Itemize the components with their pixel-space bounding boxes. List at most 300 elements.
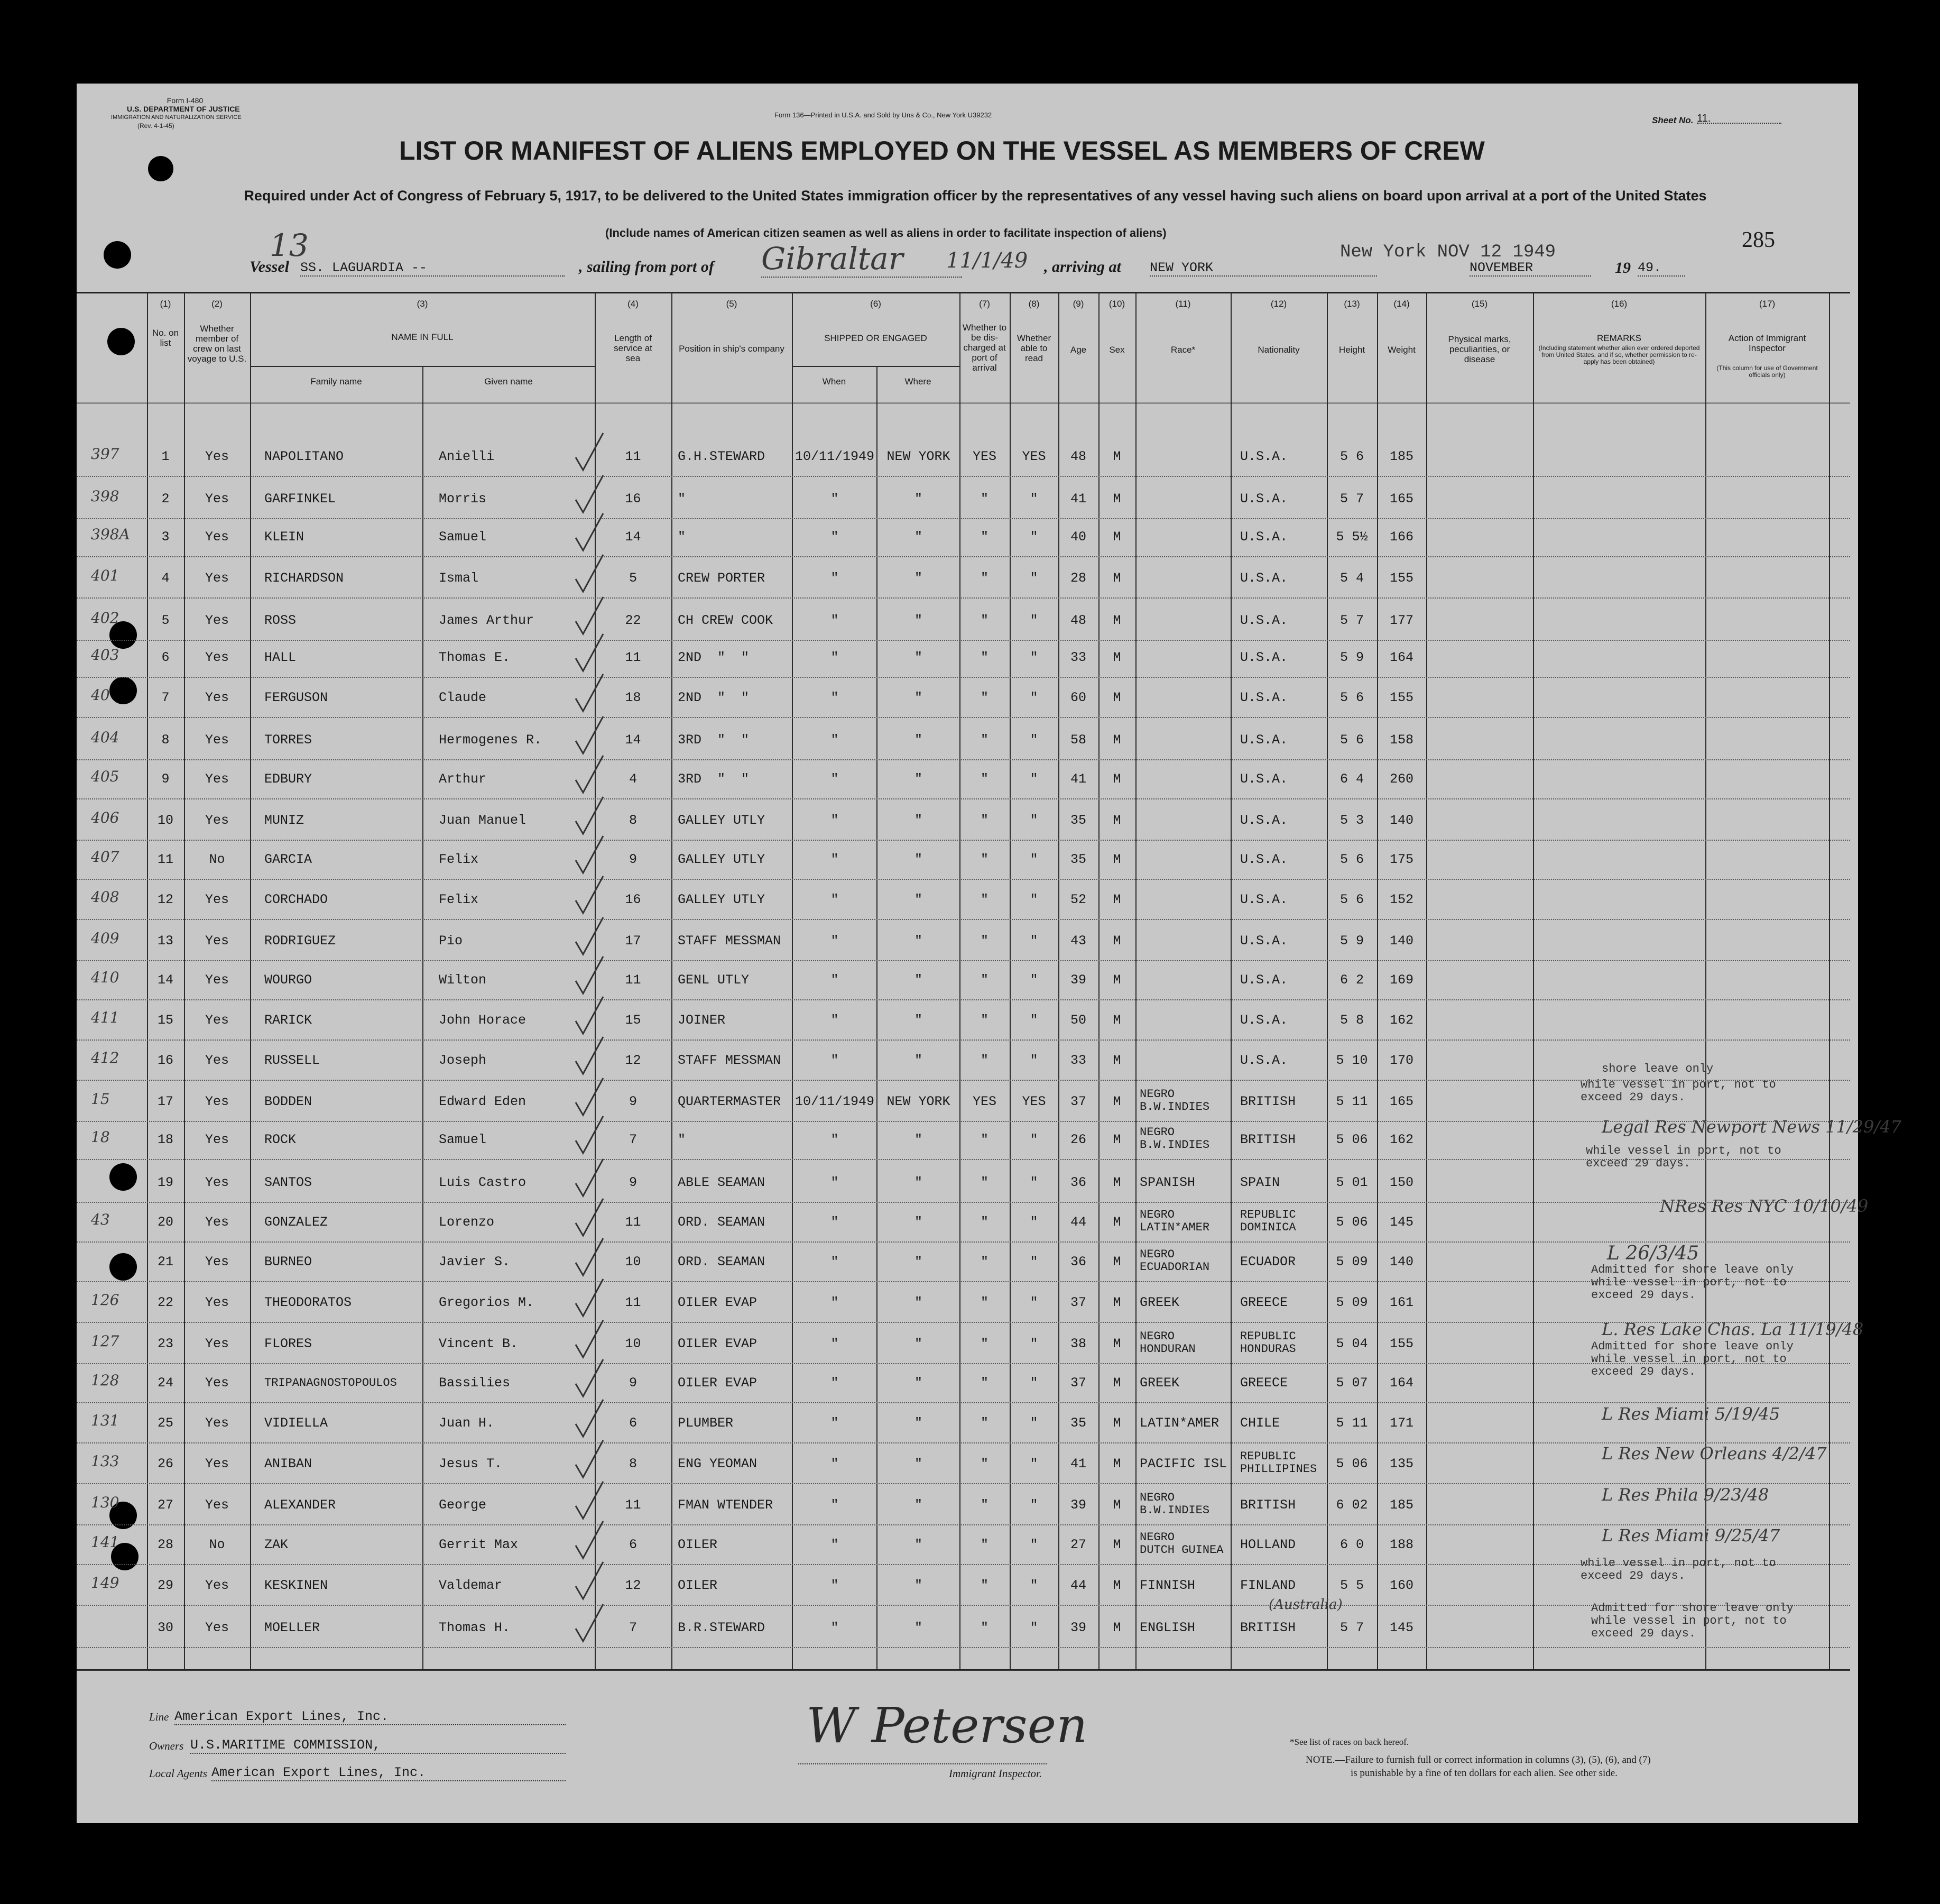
row-number: 29: [157, 1578, 173, 1593]
nationality: U.S.A.: [1240, 1013, 1288, 1028]
shipped-where: ": [914, 1053, 922, 1068]
shipped-when: ": [830, 650, 839, 665]
weight: 140: [1389, 933, 1414, 949]
col-label-5: Position in ship's company: [679, 344, 784, 354]
row-rule: [77, 1363, 1850, 1364]
nationality: CHILE: [1240, 1415, 1280, 1431]
discharged: ": [980, 1254, 989, 1270]
col-num-1: (1): [160, 299, 171, 309]
weight: 162: [1389, 1132, 1414, 1147]
punch-hole: [109, 677, 137, 704]
family-name: RODRIGUEZ: [264, 933, 336, 949]
height: 5 06: [1336, 1215, 1368, 1230]
family-name: TORRES: [264, 732, 312, 748]
sex: M: [1113, 613, 1121, 628]
discharged: ": [980, 491, 989, 507]
family-name: GARCIA: [264, 852, 312, 867]
discharged: ": [980, 1175, 989, 1190]
row-number: 17: [157, 1094, 173, 1109]
able-to-read: ": [1030, 1415, 1038, 1431]
sex: M: [1113, 1415, 1121, 1431]
prev-voyage: Yes: [205, 650, 229, 665]
table-top-rule: [77, 292, 1850, 293]
service-length: 11: [625, 1295, 641, 1310]
action-row-25: L Res Miami 5/19/45: [1602, 1404, 1780, 1424]
sex: M: [1113, 1497, 1121, 1513]
sex: M: [1113, 1132, 1121, 1147]
shipped-when: ": [830, 1215, 839, 1230]
service-length: 6: [629, 1537, 637, 1552]
given-name: Jesus T.: [439, 1456, 503, 1471]
inspector-label: Immigrant Inspector.: [949, 1767, 1042, 1780]
able-to-read: ": [1030, 1254, 1038, 1270]
table-bottom-rule: [77, 1669, 1850, 1671]
subtitle: Required under Act of Congress of February 5, 1917, to be delivered to the United States immigration officer by the representatives of any vessel having such aliens on board upon arrival at a port of the United States: [244, 188, 1707, 204]
nationality: U.S.A.: [1240, 771, 1288, 787]
service-length: 11: [625, 1215, 641, 1230]
service-length: 11: [625, 1497, 641, 1513]
row-number: 2: [161, 491, 170, 507]
family-name: ROSS: [264, 613, 297, 628]
row-rule: [77, 640, 1850, 641]
service-length: 9: [629, 1094, 637, 1109]
service-length: 5: [629, 571, 637, 586]
able-to-read: ": [1030, 892, 1038, 907]
discharged: ": [980, 1053, 989, 1068]
nationality: BRITISH: [1240, 1497, 1296, 1513]
col-label-14: Weight: [1388, 345, 1416, 355]
hand-list-number: 404: [91, 729, 119, 746]
sailing-label: , sailing from port of: [579, 258, 714, 275]
check-mark-icon: [574, 1157, 605, 1202]
sheet-number: 11.: [1697, 114, 1781, 124]
family-name: GARFINKEL: [264, 491, 336, 507]
sex: M: [1113, 1254, 1121, 1270]
height: 5 6: [1339, 690, 1364, 705]
shipped-where: ": [914, 1497, 922, 1513]
row-rule: [77, 1121, 1850, 1122]
height: 6 02: [1336, 1497, 1368, 1513]
col-num-9: (9): [1073, 299, 1084, 309]
service-length: 11: [625, 650, 641, 665]
nationality: U.S.A.: [1240, 852, 1288, 867]
service-length: 12: [625, 1578, 641, 1593]
race: NEGRO B.W.INDIES: [1140, 1126, 1210, 1152]
remark-row-29: while vessel in port, not to exceed 29 days.: [1581, 1557, 1776, 1583]
discharged: ": [980, 1375, 989, 1391]
age: 39: [1070, 1620, 1086, 1635]
row-number: 9: [161, 771, 170, 787]
service-length: 17: [625, 933, 641, 949]
prev-voyage: Yes: [205, 491, 229, 507]
check-mark-icon: [574, 1357, 605, 1402]
position: STAFF MESSMAN: [678, 933, 781, 949]
prev-voyage: Yes: [205, 1456, 229, 1471]
able-to-read: ": [1030, 1336, 1038, 1351]
prev-voyage: Yes: [205, 1415, 229, 1431]
height: 5 5: [1339, 1578, 1364, 1593]
position: OILER EVAP: [678, 1336, 757, 1351]
page-number: 285: [1742, 228, 1775, 252]
year-prefix: 19: [1615, 259, 1631, 277]
action-row-27: L Res Phila 9/23/48: [1602, 1485, 1769, 1505]
prev-voyage: Yes: [205, 1094, 229, 1109]
age: 35: [1070, 1415, 1086, 1431]
when-header: When: [822, 376, 846, 387]
row-rule: [77, 1322, 1850, 1323]
shipped-when: ": [830, 529, 839, 545]
row-number: 13: [157, 933, 173, 949]
shipped-where: ": [914, 1578, 922, 1593]
shipped-where: ": [914, 852, 922, 867]
row-number: 7: [161, 690, 170, 705]
position: CH CREW COOK: [678, 613, 773, 628]
prev-voyage: Yes: [205, 449, 229, 464]
age: 37: [1070, 1295, 1086, 1310]
hand-list-number: 403: [91, 646, 119, 664]
given-name: Anielli: [439, 449, 495, 464]
row-rule: [77, 1605, 1850, 1606]
service: IMMIGRATION AND NATURALIZATION SERVICE: [111, 114, 242, 121]
nationality: U.S.A.: [1240, 892, 1288, 907]
discharged: ": [980, 933, 989, 949]
able-to-read: ": [1030, 1578, 1038, 1593]
discharged: ": [980, 1620, 989, 1635]
action-note: (This column for use of Government officials only): [1716, 364, 1818, 379]
row-rule: [77, 677, 1850, 678]
discharged: YES: [972, 449, 996, 464]
given-name: James Arthur: [439, 613, 534, 628]
row-number: 12: [157, 892, 173, 907]
weight: 177: [1389, 613, 1414, 628]
col-num-16: (16): [1611, 299, 1628, 309]
row-rule: [77, 1483, 1850, 1484]
family-name-header: Family name: [310, 376, 362, 387]
weight: 150: [1389, 1175, 1414, 1190]
line-label: Line: [149, 1710, 169, 1723]
service-length: 7: [629, 1620, 637, 1635]
position: 3RD " ": [678, 771, 750, 787]
prev-voyage: No: [209, 852, 225, 867]
hand-list-number: 133: [91, 1452, 119, 1470]
height: 5 4: [1339, 571, 1364, 586]
prev-voyage: Yes: [205, 1215, 229, 1230]
given-name: Juan Manuel: [439, 813, 526, 828]
age: 48: [1070, 449, 1086, 464]
row-rule: [77, 1402, 1850, 1403]
able-to-read: ": [1030, 529, 1038, 545]
given-name: Morris: [439, 491, 487, 507]
sex: M: [1113, 1375, 1121, 1391]
age: 40: [1070, 529, 1086, 545]
shipped-where: ": [914, 1175, 922, 1190]
col-label-1: No. on list: [152, 328, 179, 348]
sex: M: [1113, 1215, 1121, 1230]
given-name: Hermogenes R.: [439, 732, 542, 748]
col-num-7: (7): [979, 299, 990, 309]
remark-row-19: while vessel in port, not to exceed 29 days.: [1586, 1144, 1781, 1170]
punch-hole: [109, 1253, 137, 1281]
service-length: 14: [625, 529, 641, 545]
able-to-read: ": [1030, 1013, 1038, 1028]
weight: 260: [1389, 771, 1414, 787]
weight: 185: [1389, 449, 1414, 464]
prev-voyage: Yes: [205, 529, 229, 545]
row-number: 3: [161, 529, 170, 545]
sex: M: [1113, 1578, 1121, 1593]
family-name: CORCHADO: [264, 892, 328, 907]
position: JOINER: [678, 1013, 726, 1028]
hand-list-number: 43: [91, 1211, 110, 1228]
row-rule: [77, 1442, 1850, 1443]
able-to-read: ": [1030, 933, 1038, 949]
check-mark-icon: [574, 1397, 605, 1442]
remark-shore-top: shore leave only: [1602, 1062, 1714, 1075]
able-to-read: ": [1030, 1175, 1038, 1190]
col-label-4: Length of service at sea: [614, 333, 652, 363]
row-rule: [77, 840, 1850, 841]
age: 35: [1070, 852, 1086, 867]
hand-mark: 13: [270, 227, 309, 263]
age: 60: [1070, 690, 1086, 705]
col-num-15: (15): [1471, 299, 1488, 309]
prev-voyage: Yes: [205, 1375, 229, 1391]
nationality: U.S.A.: [1240, 449, 1288, 464]
prev-voyage: Yes: [205, 1578, 229, 1593]
shipped-when: ": [830, 1336, 839, 1351]
row-rule: [77, 1159, 1850, 1160]
sex: M: [1113, 1620, 1121, 1635]
weight: 140: [1389, 1254, 1414, 1270]
row-number: 8: [161, 732, 170, 748]
shipped-when: ": [830, 1175, 839, 1190]
col-label-13: Height: [1338, 345, 1365, 355]
age: 27: [1070, 1537, 1086, 1552]
discharged: ": [980, 771, 989, 787]
family-name: ANIBAN: [264, 1456, 312, 1471]
col-label-11: Race*: [1170, 345, 1196, 355]
discharged: ": [980, 972, 989, 988]
col-label-2: Whether member of crew on last voyage to U.S.: [187, 324, 247, 364]
col-label-17: Action of Immigrant Inspector: [1728, 333, 1806, 353]
col-num-2: (2): [211, 299, 223, 309]
age: 41: [1070, 491, 1086, 507]
sex: M: [1113, 1336, 1121, 1351]
given-name: Claude: [439, 690, 487, 705]
shipped-where: ": [914, 1013, 922, 1028]
shipped-when: ": [830, 1537, 839, 1552]
race: PACIFIC ISL: [1140, 1456, 1227, 1471]
discharged: ": [980, 892, 989, 907]
age: 37: [1070, 1375, 1086, 1391]
discharged: ": [980, 1537, 989, 1552]
weight: 169: [1389, 972, 1414, 988]
weight: 155: [1389, 690, 1414, 705]
able-to-read: ": [1030, 732, 1038, 748]
row-number: 10: [157, 813, 173, 828]
service-length: 16: [625, 892, 641, 907]
col-label-15: Physical marks, peculiarities, or disease: [1448, 334, 1511, 364]
family-name: SANTOS: [264, 1175, 312, 1190]
height: 5 7: [1339, 613, 1364, 628]
height: 5 11: [1336, 1415, 1368, 1431]
col-label-3: NAME IN FULL: [391, 332, 454, 342]
given-name: Gregorios M.: [439, 1295, 534, 1310]
given-name: Gerrit Max: [439, 1537, 519, 1552]
age: 33: [1070, 1053, 1086, 1068]
check-mark-icon: [574, 672, 605, 717]
shipped-where: ": [914, 1336, 922, 1351]
height: 5 11: [1336, 1094, 1368, 1109]
department: U.S. DEPARTMENT OF JUSTICE: [127, 105, 240, 113]
shipped-when: ": [830, 732, 839, 748]
prev-voyage: Yes: [205, 771, 229, 787]
service-length: 9: [629, 1175, 637, 1190]
discharged: ": [980, 1295, 989, 1310]
family-name: HALL: [264, 650, 297, 665]
printer-line: Form 136—Printed in U.S.A. and Sold by Uns & Co., New York U39232: [774, 111, 992, 119]
nationality: REPUBLIC DOMINICA: [1240, 1208, 1296, 1234]
shipped-when: ": [830, 1375, 839, 1391]
table-header-rule: [77, 402, 1850, 403]
nationality: BRITISH: [1240, 1132, 1296, 1147]
position: OILER: [678, 1537, 718, 1552]
shipped-where: ": [914, 732, 922, 748]
position: GALLEY UTLY: [678, 813, 765, 828]
service-length: 12: [625, 1053, 641, 1068]
able-to-read: YES: [1022, 449, 1046, 464]
vessel-name: SS. LAGUARDIA --: [300, 260, 565, 277]
row-number: 20: [157, 1215, 173, 1230]
shipped-when: ": [830, 1295, 839, 1310]
able-to-read: ": [1030, 571, 1038, 586]
weight: 170: [1389, 1053, 1414, 1068]
height: 5 6: [1339, 892, 1364, 907]
shipped-when: ": [830, 1578, 839, 1593]
shipped-when: ": [830, 1053, 839, 1068]
weight: 161: [1389, 1295, 1414, 1310]
shipped-where: ": [914, 813, 922, 828]
weight: 171: [1389, 1415, 1414, 1431]
service-length: 11: [625, 449, 641, 464]
sex: M: [1113, 972, 1121, 988]
given-name-header: Given name: [484, 376, 533, 387]
able-to-read: ": [1030, 813, 1038, 828]
nationality: U.S.A.: [1240, 933, 1288, 949]
able-to-read: ": [1030, 1537, 1038, 1552]
sex: M: [1113, 529, 1121, 545]
discharged: ": [980, 732, 989, 748]
check-mark-icon: [574, 1236, 605, 1281]
sex: M: [1113, 1094, 1121, 1109]
race: SPANISH: [1140, 1175, 1196, 1190]
col-label-16: REMARKS: [1596, 333, 1642, 343]
nationality: U.S.A.: [1240, 972, 1288, 988]
row-rule: [77, 476, 1850, 477]
check-mark-icon: [574, 954, 605, 999]
sex: M: [1113, 1537, 1121, 1552]
discharged: ": [980, 1132, 989, 1147]
given-name: Luis Castro: [439, 1175, 526, 1190]
family-name: ZAK: [264, 1537, 289, 1552]
race: NEGRO B.W.INDIES: [1140, 1088, 1210, 1114]
weight: 145: [1389, 1620, 1414, 1635]
able-to-read: ": [1030, 650, 1038, 665]
position: ENG YEOMAN: [678, 1456, 757, 1471]
shipped-where: ": [914, 690, 922, 705]
position: GALLEY UTLY: [678, 852, 765, 867]
nationality: GREECE: [1240, 1375, 1288, 1391]
shipped-where: ": [914, 1620, 922, 1635]
sailing-port: Gibraltar: [761, 241, 962, 278]
able-to-read: ": [1030, 1456, 1038, 1471]
hand-list-number: 18: [91, 1128, 110, 1146]
family-name: GONZALEZ: [264, 1215, 328, 1230]
arrival-year: 49.: [1638, 260, 1685, 277]
row-number: 28: [157, 1537, 173, 1552]
given-name: Felix: [439, 892, 479, 907]
row-rule: [77, 556, 1850, 557]
service-length: 10: [625, 1254, 641, 1270]
prev-voyage: Yes: [205, 1175, 229, 1190]
family-name: RICHARDSON: [264, 571, 344, 586]
age: 39: [1070, 972, 1086, 988]
discharged: ": [980, 1013, 989, 1028]
weight: 165: [1389, 1094, 1414, 1109]
given-name: Joseph: [439, 1053, 487, 1068]
row-number: 18: [157, 1132, 173, 1147]
prev-voyage: Yes: [205, 690, 229, 705]
owners-label: Owners: [149, 1740, 184, 1752]
shipped-when: 10/11/1949: [795, 1094, 875, 1109]
race: GREEK: [1140, 1375, 1180, 1391]
age: 41: [1070, 771, 1086, 787]
nationality: SPAIN: [1240, 1175, 1280, 1190]
row-number: 19: [157, 1175, 173, 1190]
check-mark-icon: [574, 511, 605, 556]
shipped-when: ": [830, 852, 839, 867]
service-length: 22: [625, 613, 641, 628]
hand-list-number: 149: [91, 1574, 119, 1592]
nationality: ECUADOR: [1240, 1254, 1296, 1270]
age: 48: [1070, 613, 1086, 628]
family-name: KLEIN: [264, 529, 304, 545]
given-name: Valdemar: [439, 1578, 503, 1593]
remark-row-22: Admitted for shore leave only while vessel in port, not to exceed 29 days.: [1591, 1263, 1794, 1302]
height: 6 4: [1339, 771, 1364, 787]
service-length: 8: [629, 1456, 637, 1471]
shipped-where: ": [914, 613, 922, 628]
given-name: Samuel: [439, 1132, 487, 1147]
height: 5 6: [1339, 732, 1364, 748]
sex: M: [1113, 690, 1121, 705]
sex: M: [1113, 1175, 1121, 1190]
age: 41: [1070, 1456, 1086, 1471]
family-name: EDBURY: [264, 771, 312, 787]
age: 52: [1070, 892, 1086, 907]
prev-voyage: Yes: [205, 1053, 229, 1068]
position: FMAN WTENDER: [678, 1497, 773, 1513]
hand-list-number: 131: [91, 1412, 119, 1429]
given-name: Javier S.: [439, 1254, 511, 1270]
sheet-label: Sheet No.: [1652, 115, 1694, 125]
col-num-14: (14): [1393, 299, 1410, 309]
able-to-read: ": [1030, 1375, 1038, 1391]
family-name: WOURGO: [264, 972, 312, 988]
position: PLUMBER: [678, 1415, 734, 1431]
discharged: ": [980, 1497, 989, 1513]
able-to-read: ": [1030, 771, 1038, 787]
